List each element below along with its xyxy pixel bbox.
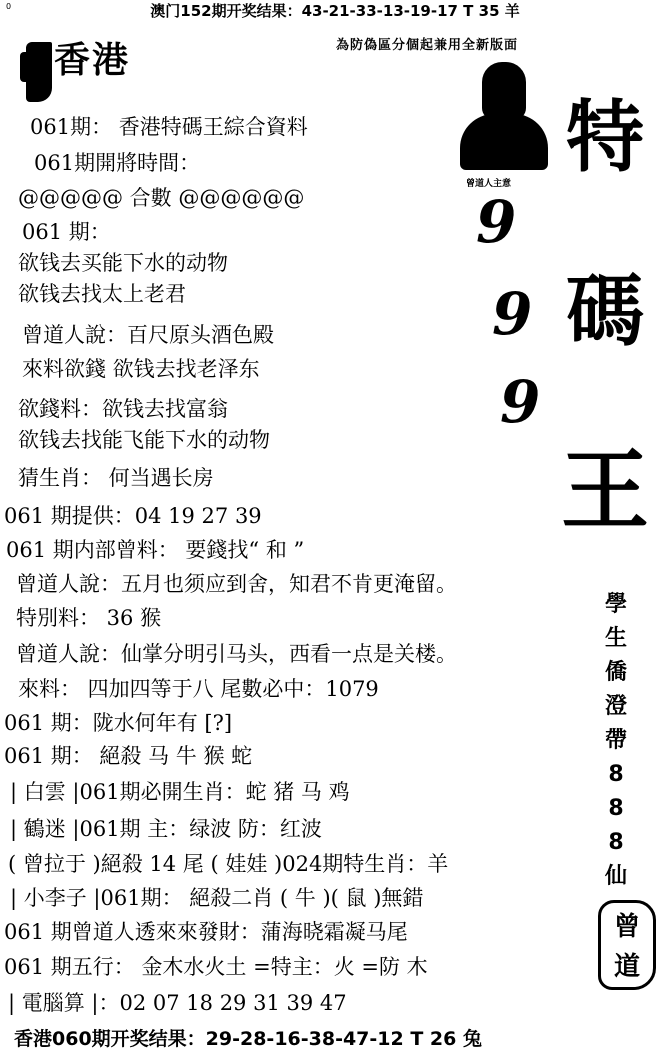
line-riddle-1: 欲钱去买能下水的动物 [18,251,228,275]
line-kill: 061 期： 絕殺 马 牛 猴 蛇 [4,744,253,768]
seal-stamp [598,900,656,990]
stamp-char: 曾 [613,912,640,942]
line-xiaolizi: | 小李子 |061期： 絕殺二肖 ( 牛 )( 鼠 )無錯 [10,886,424,910]
line-sum: @@@@@ 合數 @@@@@@ [18,186,305,210]
slogan-text: 為防偽區分個起兼用全新版面 [336,38,519,53]
line-internal: 061 期内部曾料： 要錢找“ 和 ” [6,538,305,562]
line-tail-numbers: 來料： 四加四等于八 尾數必中：1079 [18,677,379,701]
line-riddle-2: 欲钱去找太上老君 [18,282,186,306]
vertical-char: 學 [604,592,627,617]
hk-result-footer: 香港060期开奖结果：29-28-16-38-47-12 T 26 兔 [14,1028,482,1050]
line-computer: | 電腦算 |：02 07 18 29 31 39 47 [8,991,347,1015]
line-zeng-2: 曾道人說：五月也须应到舍，知君不肯更淹留。 [16,572,457,596]
big-char-te: 特 [565,92,644,183]
big-char-wang: 王 [560,438,649,542]
vertical-label [596,588,636,894]
line-open-time: 061期開將時間： [34,151,201,175]
vertical-char: 8 [608,762,624,787]
decor-nine-2: 9 [492,280,533,348]
corner-mark: 0 [6,2,12,11]
line-special: 特別料： 36 猴 [16,606,162,630]
line-yu-qian: 欲錢料：欲钱去找富翁 [18,397,228,421]
vertical-char: 8 [608,830,624,855]
vertical-char: 帶 [604,728,627,753]
portrait-body [460,114,548,170]
line-hemi: | 鶴迷 |061期 主：绿波 防：红波 [10,817,322,841]
vertical-char: 8 [608,796,624,821]
brand-name: 香港 [54,40,131,81]
brand-logo [18,22,158,108]
macau-result-text: 澳门152期开奖结果：43-21-33-13-19-17 T 35 羊 [150,2,520,20]
vertical-char: 生 [604,626,627,651]
line-fortune: 061 期曾道人透來來發財：蒲海晓霜凝马尾 [4,920,408,944]
line-baiyun: | 白雲 |061期必開生肖：蛇 猪 马 鸡 [10,780,350,804]
line-zenglayu: ( 曾拉于 )絕殺 14 尾 ( 娃娃 )024期特生肖：羊 [8,852,449,876]
line-guess-zodiac: 猜生肖： 何当遇长房 [18,466,214,490]
decor-nine-3: 9 [500,368,541,436]
line-period: 061 期： [22,220,111,244]
stamp-char: 道 [613,952,640,982]
portrait-caption: 曾道人主意 [466,179,512,189]
vertical-char: 澄 [604,694,627,719]
line-lai-liao: 來料欲錢 欲钱去找老泽东 [22,357,260,381]
portrait-image [454,62,554,189]
line-longshui: 061 期：陇水何年有 [?] [4,711,233,735]
logo-mark-part [20,52,36,82]
draw-result-header [0,0,670,22]
big-char-ma: 碼 [565,266,644,357]
line-title: 061期： 香港特碼王綜合資料 [30,115,308,139]
decor-nine-1: 9 [476,188,517,256]
vertical-char: 僑 [604,660,627,685]
line-zeng-1: 曾道人說：百尺原头酒色殿 [22,323,274,347]
line-riddle-3: 欲钱去找能飞能下水的动物 [18,428,270,452]
line-zeng-3: 曾道人說：仙掌分明引马头，西看一点是关楼。 [16,642,457,666]
portrait-head [482,62,526,120]
line-five-elements: 061 期五行： 金木水火土 =特主：火 =防 木 [4,955,428,979]
vertical-char: 仙 [604,864,627,889]
line-provided-numbers: 061 期提供：04 19 27 39 [4,504,262,528]
